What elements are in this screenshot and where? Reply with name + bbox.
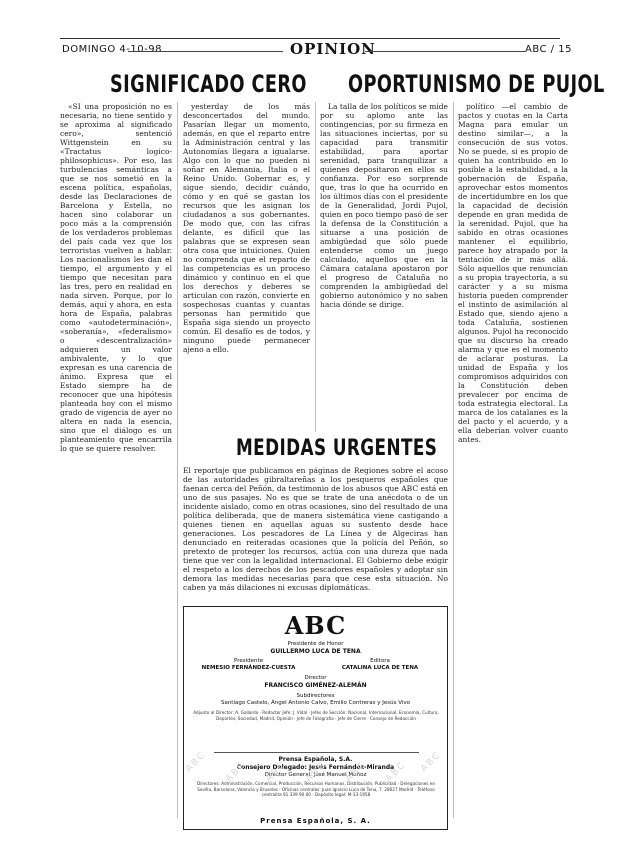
section-title: OPINION (290, 40, 376, 58)
watermark: ABC (419, 749, 444, 775)
watermark: ABC (304, 759, 329, 785)
director-label: Director (304, 675, 327, 681)
editorial-2-text-continued: político —el cambio de pactos y cuotas en la Carta Magna para emular un destino similar—, a la consecución de sus votos. No se puede, si es propio de quien ha contribuido en lo posible a la estabilidad, a la gobernación de España, aprovechar estos momentos de incertidumbre en los que la capacidad de decisión depende en gran medida de la serenidad. Pujol, que ha sabido en otras ocasiones mantener el equilibrio, parece hoy atrapado por la tentación de ir más allá. Sólo aquellos que renuncian a su propia trayectoria, a su carácter y a su misma historia pueden comprender el instinto de asimilación al Estado que, siendo ajeno a toda Cataluña, sostienen algunos. Pujol ha reconocido que su discurso ha creado alarma y que es el momento de aclarar posturas. La unidad de España y los compromisos adquiridos con la Constitución deben prevalecer por encima de toda estrategia electoral. La marca de los catalanes es la del pacto y el acuerdo, y a ella deberían volver cuanto antes. (458, 102, 568, 444)
board-member: Consejero Delegado: Jesús Fernández-Miranda (236, 764, 395, 771)
header-date: DOMINGO 4-10-98 (62, 44, 162, 55)
watermark: ABC (224, 759, 249, 785)
editorial-1-text-continued: yesterday de los más desconcertados del mundo. Pasarían llegar un momento, además, en que el reparto entre la Administración central y las Autonomías llegara a igualarse. Algo con lo que no pueden ni soñar en Alemania, Italia o el Reino Unido. Gobernar es, y sigue siendo, decidir cuándo, cómo y en qué se gastan los recursos que les asignan los ciudadanos a sus gobernantes. De modo que, con las cifras delante, es difícil que las palabras que se expresen sean otra cosa que intuiciones. Quien no comprenda que el reparto de las competencias es un proceso dinámico y continuo en el que los derechos y deberes se articulan con razón, convierte en sospechosas cuantas y cuantas personas han permitido que España siga siendo un proyecto común. El desafío es de todos, y ninguno puede permanecer ajeno a ello. (183, 102, 310, 354)
column-divider (453, 102, 454, 818)
editorial-2-text: La talla de los políticos se mide por su aplomo ante las contingencias, por su firmeza en las situaciones inciertas, por su capacidad para transmitir estabilidad, para aportar serenidad, para tranquilizar a quienes depositaron en ellos su confianza. Por eso sorprende que, tras lo que ha ocurrido en los últimos días con el presidente de la Generalidad, Jordi Pujol, quien en poco tiempo pasó de ser la defensa de la Constitución a situarse a una posición de ambigüedad que sólo puede entenderse como un juego calculado, aquellos que en la Cámara catalana apostaron por el progreso de Cataluña no comprenden la ambigüedad del gobierno autonómico y no saben hacia dónde se dirige. (320, 102, 448, 309)
header-rule-right (365, 51, 525, 52)
page-number: ABC / 15 (525, 44, 572, 55)
abc-logo: ABC (284, 611, 347, 640)
president-label: Presidente (233, 658, 264, 664)
watermark: ABC (344, 759, 369, 785)
editor-label: Editora (370, 658, 390, 664)
watermark: ABC (384, 759, 409, 785)
editorial-2-column-2 (458, 102, 568, 818)
management-list: Directores: Administración, Comercial, Producción, Recursos Humanos, Distribución, Publicidad · Delegaciones en Sevilla, Barcelona, Valencia y Bruselas · Oficinas centrales: Juan Ignacio Luca de Tena, 7. 28027 Madrid · Teléfono centralita 91 339 90 00 · Depósito legal: M-13-1958 (196, 781, 436, 797)
editorial-3-text: El reportaje que publicamos en páginas de Regiones sobre el acoso de las autoridades gibraltareñas a los pesqueros españoles que faenan cerca del Peñón, da testimonio de los abusos que ABC está en uno de sus pasajes. No es que se trate de una anécdota o de un incidente aislado, como en otras ocasiones, sino del resultado de una política deliberada, que de manera sistemática viene castigando a quienes tienen en aquellas aguas su sustento desde hace generaciones. Los pescadores de La Línea y de Algeciras han denunciado en reiteradas ocasiones que la policía del Peñón, so pretexto de proteger los recursos, actúa con una dureza que nada tiene que ver con la legalidad internacional. El Gobierno debe exigir el respeto a los derechos de los pescadores españoles y adoptar sin demora las medidas necesarias para que cese esta situación. No caben ya más dilaciones ni excusas diplomáticas. (183, 466, 448, 592)
honor-name: GUILLERMO LUCA DE TENA (270, 648, 361, 655)
headline-medidas-urgentes: MEDIDAS URGENTES (236, 436, 438, 461)
top-rule (60, 38, 560, 39)
editorial-1-column-2 (183, 102, 310, 432)
deputy-names: Santiago Castelo, Ángel Antonio Calvo, Emilio Contreras y Jesús Vivo (220, 700, 411, 706)
masthead-divider (214, 752, 419, 753)
general-director: Director General: José Manuel Muñoz (264, 772, 367, 778)
editorial-2-column-1 (320, 102, 448, 432)
editorial-3-body (183, 466, 448, 598)
company-name: Prensa Española, S.A. (278, 756, 353, 763)
director-name: FRANCISCO GIMÉNEZ-ALEMÁN (264, 682, 367, 689)
editorial-1-text: «SI una proposición no es necesaria, no tiene sentido y se aproxima al significado cero», sentenció Wittgenstein en su «Tractatus logico-philosophicus». Por eso, las turbulencias semánticas a que se nos sometió en la escena política, españolas, desde las Declaraciones de Barcelona y Estella, no hacen sino colaborar un poco más a la comprensión de los verdaderos problemas del país cada vez que los terroristas vuelven a hablar. Los nacionalismos les dan el tiempo, el argumento y el tiempo que necesitan para las tres, pero en realidad en nada sirven. Porque, por lo demás, aquí y ahora, en esta hora de España, palabras como «autodeterminación», «soberanía», «federalismo» o «descentralización» adquieren un valor ambivalente, y lo que expresan es una carencia de ánimo. Expresa que el Estado siempre ha de reconocer que una hipótesis planteada hoy con el mismo grado de vigencia de ayer no altera en nada la esencia, sino que el diálogo es un planteamiento que encarrila lo que se quiere resolver. (60, 102, 172, 453)
staff-list: Adjunto al Director: A. Gallardo · Redactor Jefe: J. Vidal · Jefes de Sección: Nacional, Internacional, Economía, Cultura, Deportes, Sociedad, Madrid, Opinión · Jefe de Fotografía · Jefe de Cierre · Consejo de Redacción (193, 710, 439, 721)
editor-name: CATALINA LUCA DE TENA (341, 665, 419, 671)
column-divider (177, 102, 178, 818)
president-name: NEMESIO FERNÁNDEZ-CUESTA (201, 665, 296, 671)
masthead-footer: Prensa Española, S. A. (260, 817, 371, 825)
watermark: ABC (264, 759, 289, 785)
headline-oportunismo-de-pujol: OPORTUNISMO DE PUJOL (348, 70, 605, 98)
masthead-box (183, 606, 448, 830)
column-divider (315, 102, 316, 432)
watermark: ABC (184, 749, 209, 775)
deputy-label: Subdirectores (296, 693, 335, 699)
honor-label: Presidente de Honor (287, 641, 344, 647)
editorial-1-column-1 (60, 102, 172, 818)
header-rule-left (128, 51, 283, 52)
headline-significado-cero: SIGNIFICADO CERO (110, 70, 307, 98)
